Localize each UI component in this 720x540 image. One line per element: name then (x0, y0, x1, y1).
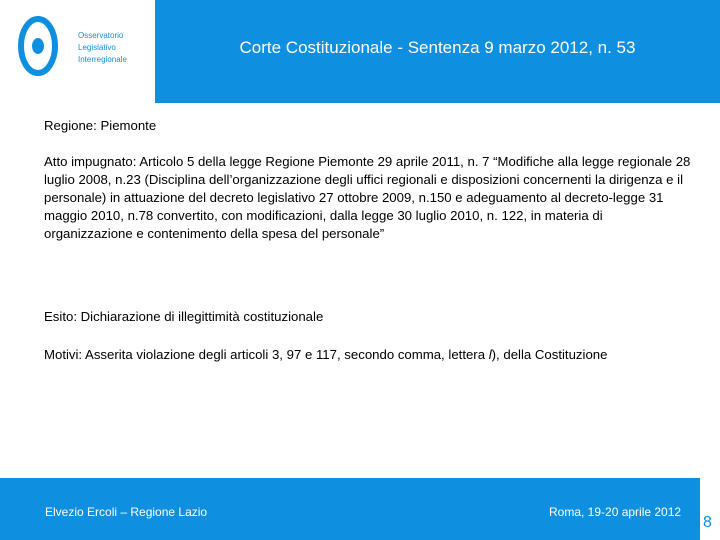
motivi-value-after: ), della Costituzione (491, 347, 608, 362)
atto-label: Atto impugnato: (44, 154, 137, 169)
header-bar (0, 0, 720, 103)
atto-value: Articolo 5 della legge Regione Piemonte 29 aprile 2011, n. 7 “Modifiche alla legge regionale 28 luglio 2008, n.23 (Disciplina dell’organizzazione degli uffici regionali e disposizioni concernenti la dirigenza e il personale) in attuazione del decreto legislativo 27 ottobre 2009, n.150 e adeguamento al decreto-legge 31 maggio 2010, n.78 convertito, con modificazioni, dalla legge 30 luglio 2010, n. 122, in materia di organizzazione e contenimento della spesa del personale” (44, 154, 691, 241)
logo-text (78, 30, 127, 66)
atto-row (44, 153, 694, 243)
footer-author: Elvezio Ercoli – Regione Lazio (45, 505, 208, 519)
motivi-row (44, 346, 694, 364)
logo-line-2: Legislativo (78, 43, 116, 52)
logo-line-1: Osservatorio (78, 31, 124, 40)
logo-panel (0, 0, 155, 103)
regione-row (44, 117, 694, 135)
slide-title: Corte Costituzionale - Sentenza 9 marzo 2012, n. 53 (239, 38, 636, 57)
logo-line-3: Interregionale (78, 55, 127, 64)
motivi-value-before: Asserita violazione degli articoli 3, 97 e 117, secondo comma, lettera (85, 347, 489, 362)
regione-label: Regione: (44, 118, 97, 133)
motivi-label: Motivi: (44, 347, 83, 362)
esito-row (44, 308, 694, 326)
footer-date: Roma, 19-20 aprile 2012 (549, 505, 682, 519)
esito-label: Esito: (44, 309, 77, 324)
osservatorio-logo-icon (18, 16, 58, 76)
motivi-value-italic: l (488, 347, 492, 362)
esito-value: Dichiarazione di illegittimità costituzionale (80, 309, 324, 324)
page-number: 8 (703, 514, 712, 531)
regione-value: Piemonte (100, 118, 157, 133)
